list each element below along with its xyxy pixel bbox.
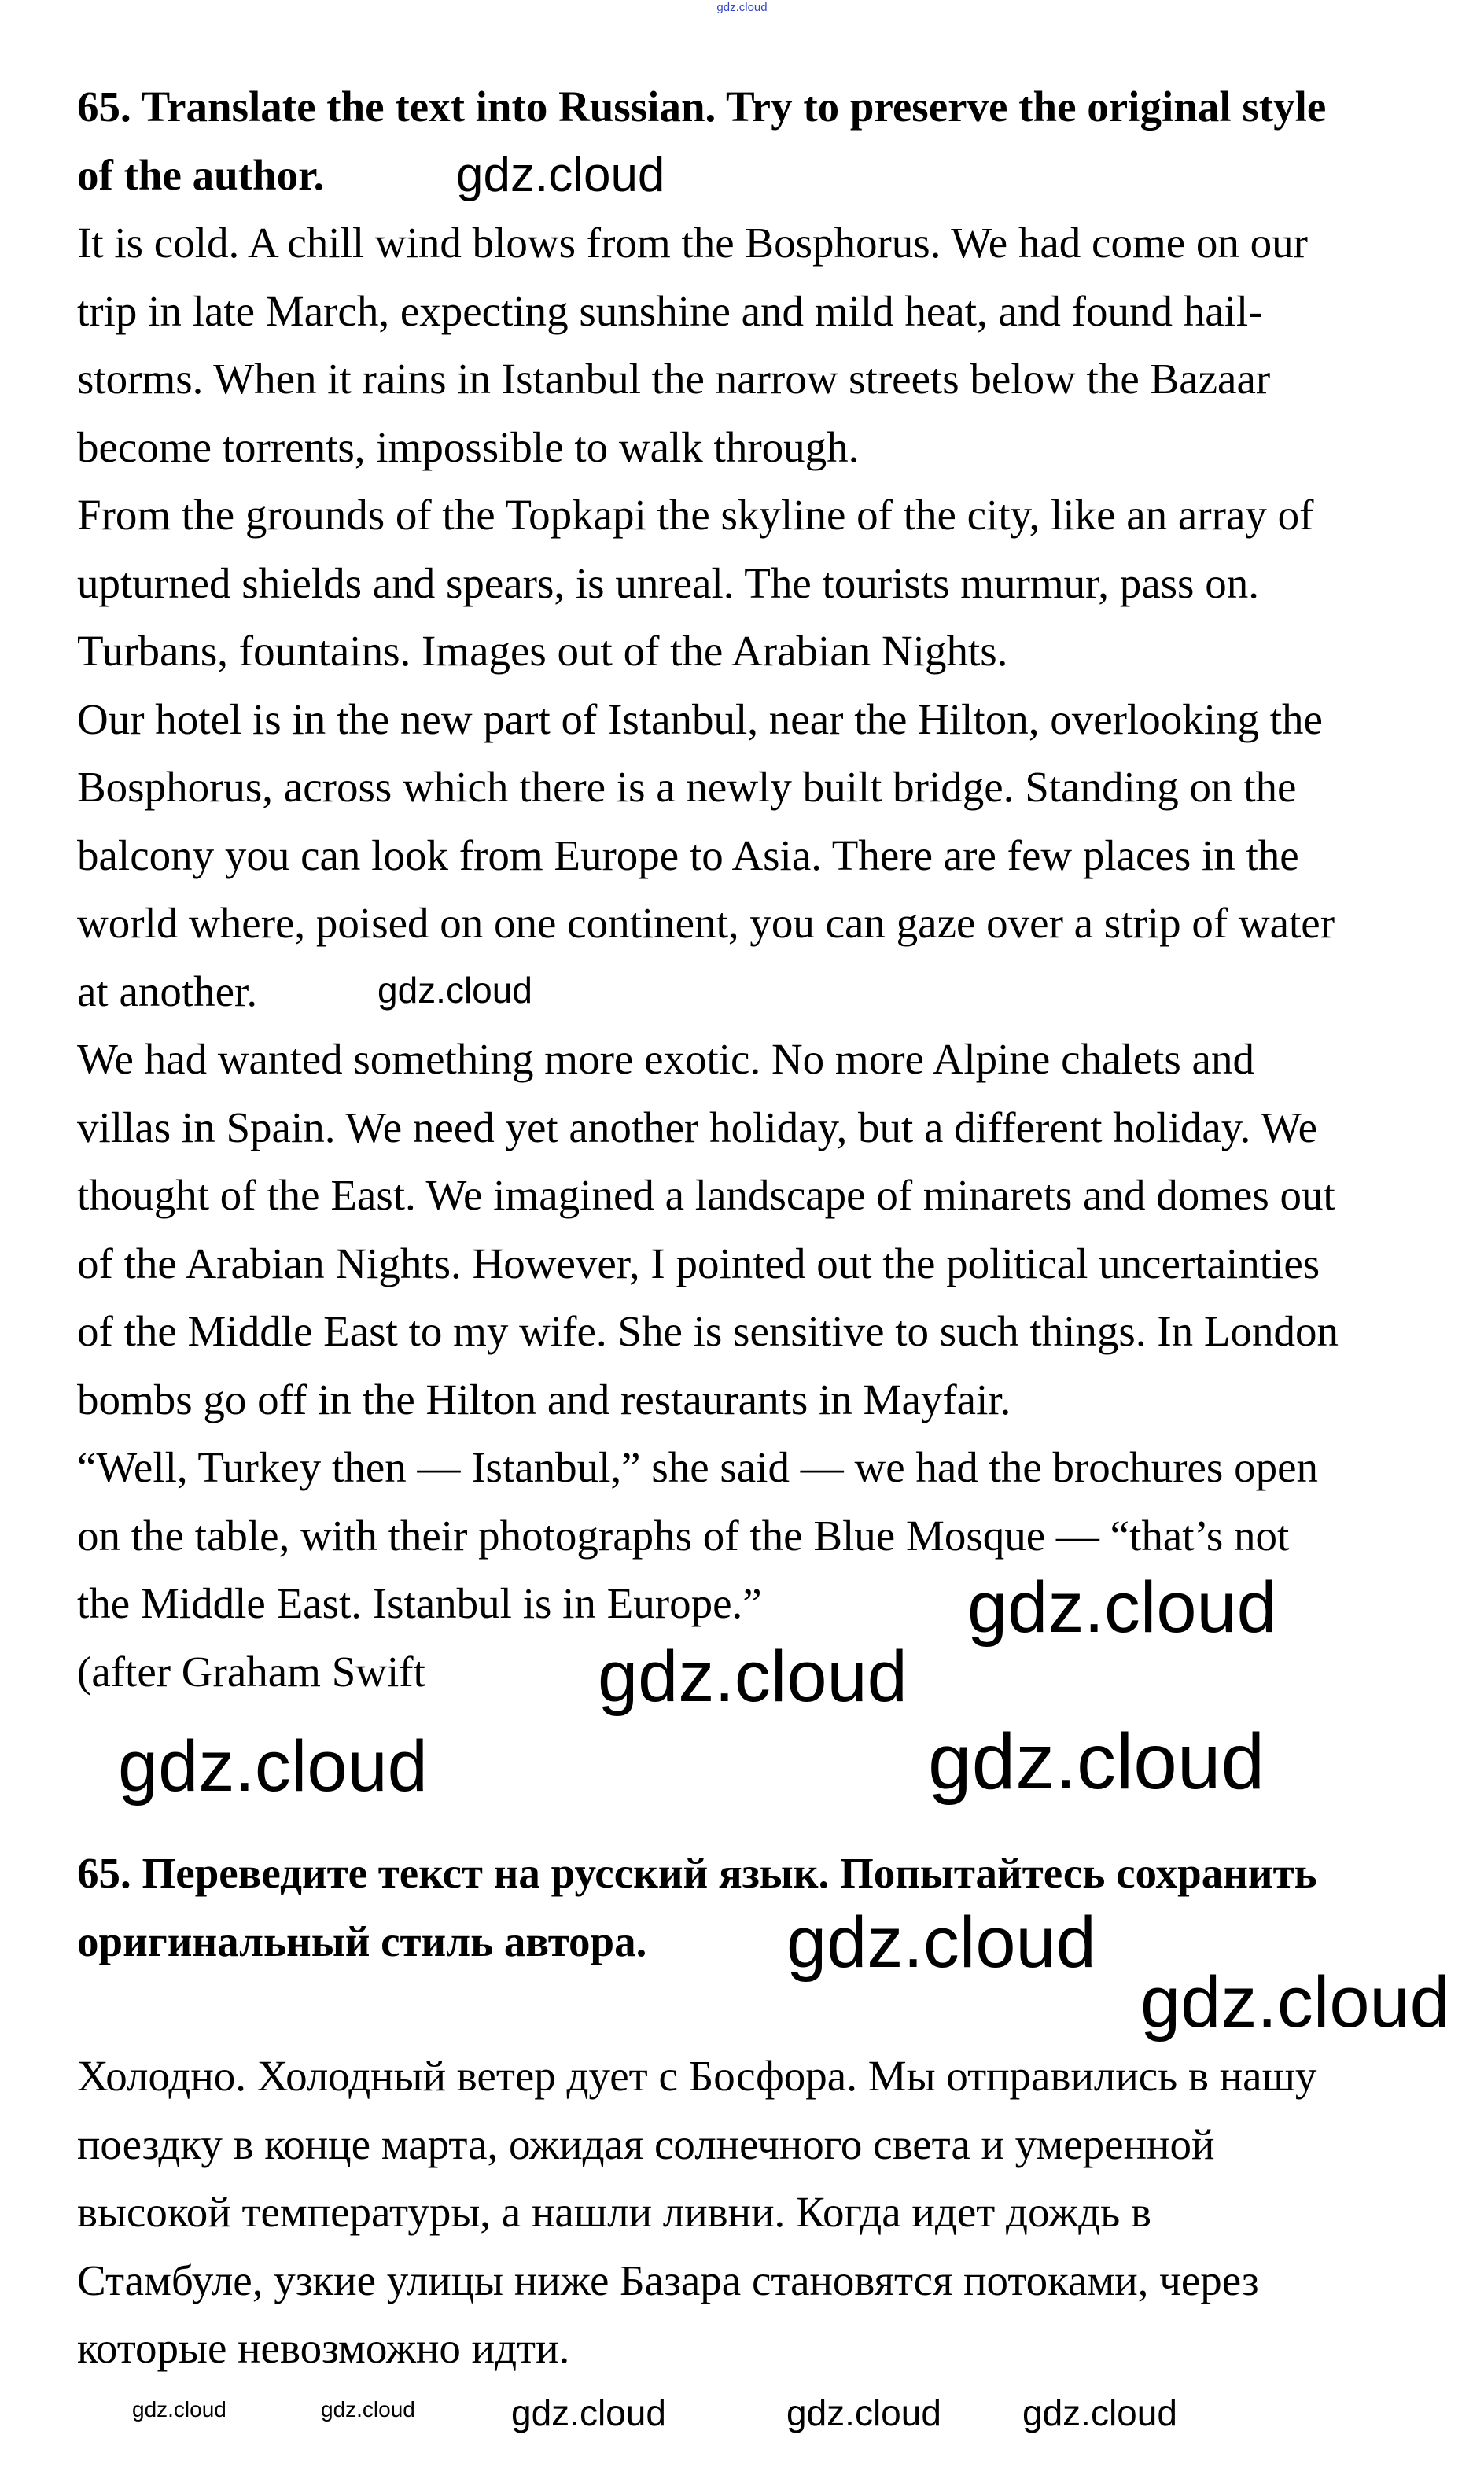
watermark: gdz.cloud <box>118 1726 428 1806</box>
watermark: gdz.cloud <box>456 148 665 202</box>
english-text-line: trip in late March, expecting sunshine and mild heat, and found hail- <box>77 286 1263 335</box>
english-text-line: Turbans, fountains. Images out of the Arabian Nights. <box>77 627 1008 675</box>
english-text-line: Our hotel is in the new part of Istanbul, near the Hilton, overlooking the <box>77 694 1323 743</box>
english-text-line: upturned shields and spears, is unreal. The tourists murmur, pass on. <box>77 558 1259 607</box>
english-text-line: It is cold. A chill wind blows from the Bosphorus. We had come on our <box>77 219 1308 267</box>
russian-text-line: Стамбуле, узкие улицы ниже Базара становятся потоками, через <box>77 2256 1259 2304</box>
english-task-heading-line: of the author. <box>77 150 325 199</box>
watermark: gdz.cloud <box>967 1567 1277 1648</box>
english-text-line: thought of the East. We imagined a landscape of minarets and domes out <box>77 1171 1335 1219</box>
english-text-line: We had wanted something more exotic. No more Alpine chalets and <box>77 1035 1254 1083</box>
header-watermark: gdz.cloud <box>716 1 768 14</box>
watermark: gdz.cloud <box>598 1637 908 1717</box>
english-text-line: at another. <box>77 967 258 1015</box>
watermark: gdz.cloud <box>511 2392 666 2433</box>
watermark: gdz.cloud <box>786 1902 1096 1983</box>
english-text-line: (after Graham Swift <box>77 1647 425 1696</box>
watermark: gdz.cloud <box>1140 1962 1450 2042</box>
watermark: gdz.cloud <box>132 2397 226 2422</box>
english-text-line: “Well, Turkey then — Istanbul,” she said — we had the brochures open <box>77 1443 1319 1491</box>
english-text-line: world where, poised on one continent, you can gaze over a strip of water <box>77 899 1335 947</box>
russian-text-line: поездку в конце марта, ожидая солнечного света и умеренной <box>77 2120 1215 2168</box>
watermark: gdz.cloud <box>321 2397 415 2422</box>
russian-text-line: которые невозможно идти. <box>77 2324 570 2372</box>
english-text-line: of the Arabian Nights. However, I pointed out the political uncertainties <box>77 1239 1320 1287</box>
english-text-line: villas in Spain. We need yet another holiday, but a different holiday. We <box>77 1103 1318 1151</box>
watermark: gdz.cloud <box>786 2392 941 2433</box>
english-text-line: balcony you can look from Europe to Asia. There are few places in the <box>77 831 1299 879</box>
russian-task-heading-line: оригинальный стиль автора. <box>77 1917 647 1965</box>
english-text-line: From the grounds of the Topkapi the skyline of the city, like an array of <box>77 491 1314 539</box>
english-text-line: Bosphorus, across which there is a newly built bridge. Standing on the <box>77 763 1297 811</box>
watermark: gdz.cloud <box>1022 2392 1177 2433</box>
english-text-line: become torrents, impossible to walk through. <box>77 422 860 471</box>
watermark: gdz.cloud <box>377 970 532 1011</box>
english-task-heading-line: 65. Translate the text into Russian. Try to preserve the original style <box>77 83 1327 131</box>
english-text-line: the Middle East. Istanbul is in Europe.” <box>77 1579 762 1627</box>
english-text-line: of the Middle East to my wife. She is sensitive to such things. In London <box>77 1307 1339 1355</box>
russian-task-heading-line: 65. Переведите текст на русский язык. Попытайтесь сохранить <box>77 1849 1317 1897</box>
english-text-line: on the table, with their photographs of the Blue Mosque — “that’s not <box>77 1511 1290 1560</box>
watermark: gdz.cloud <box>928 1718 1265 1806</box>
english-text-line: bombs go off in the Hilton and restaurants in Mayfair. <box>77 1375 1011 1423</box>
russian-text-line: высокой температуры, а нашли ливни. Когда идет дождь в <box>77 2188 1151 2236</box>
russian-text-line: Холодно. Холодный ветер дует с Босфора. Мы отправились в нашу <box>77 2052 1317 2100</box>
english-text-line: storms. When it rains in Istanbul the narrow streets below the Bazaar <box>77 355 1271 403</box>
